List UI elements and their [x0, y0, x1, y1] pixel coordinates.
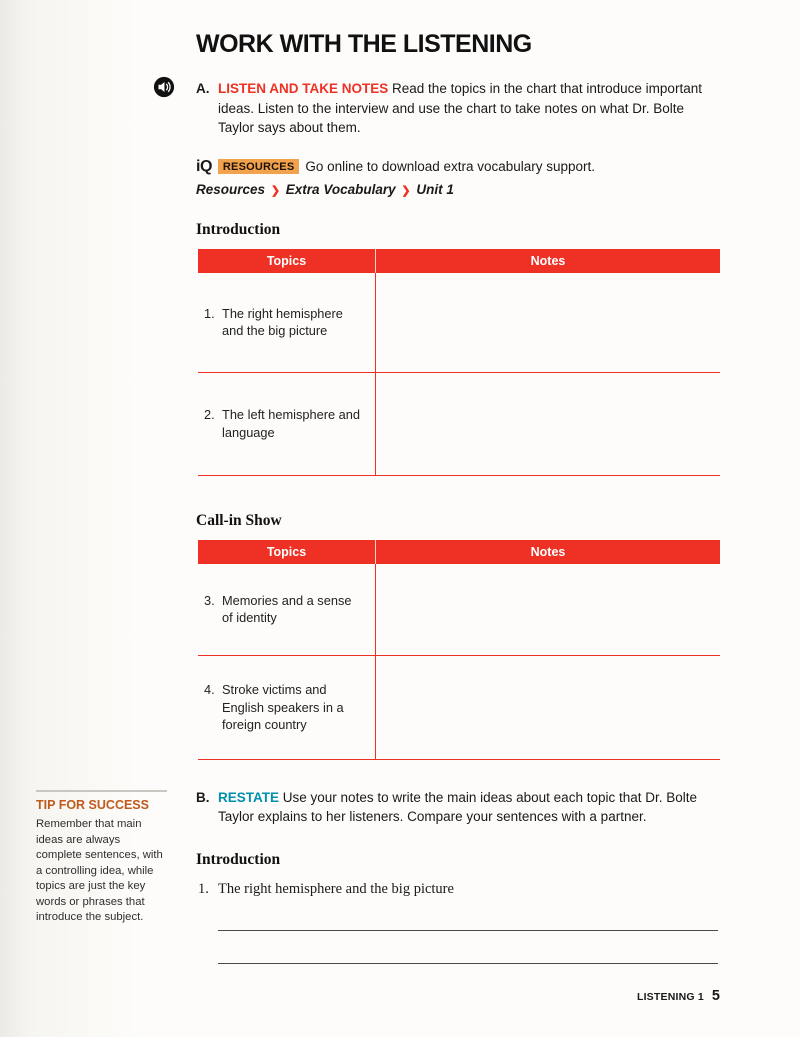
column-header-notes: Notes	[530, 253, 566, 268]
topic-text: Memories and a sense of identity	[222, 592, 352, 626]
table-row	[198, 273, 720, 373]
breadcrumb-resources: Resources	[196, 181, 266, 197]
exercise-a-instructions: Read the topics in the chart that introduce important ideas. Listen to the interview and use the chart to take notes on what Dr. Bolte Taylor says about them.	[218, 81, 702, 136]
item-text: The right hemisphere and the big picture	[218, 880, 454, 897]
audio-speaker-icon	[153, 76, 175, 98]
answer-line-2	[218, 931, 718, 964]
iq-resources-block	[196, 158, 720, 197]
table-row	[198, 656, 720, 760]
topic-cell	[198, 373, 376, 475]
tip-heading: TIP FOR SUCCESS	[36, 798, 149, 812]
table-row	[198, 564, 720, 656]
column-header-topics: Topics	[198, 540, 376, 564]
section-heading-introduction: Introduction	[196, 220, 281, 238]
exercise-b-instructions: Use your notes to write the main ideas about each topic that Dr. Bolte Taylor explains to her listeners. Compare your sentences with a partner.	[218, 789, 698, 825]
chevron-right-icon: ❯	[270, 184, 281, 197]
table-row	[198, 373, 720, 476]
breadcrumb-extra-vocabulary: Extra Vocabulary	[285, 181, 396, 197]
chevron-right-icon: ❯	[401, 184, 411, 197]
tip-for-success-sidebar	[36, 790, 167, 926]
introduction-notes-table	[198, 249, 720, 476]
iq-logo: iQ	[196, 157, 212, 175]
breadcrumb	[196, 182, 720, 197]
footer-section-label: LISTENING 1	[636, 991, 704, 1003]
topic-text: The right hemisphere and the big picture	[222, 305, 343, 339]
topic-number: 4.	[204, 682, 215, 698]
footer-page-number: 5	[711, 988, 720, 1004]
column-header-notes: Notes	[530, 544, 566, 559]
notes-cell	[376, 373, 720, 475]
topic-number: 2.	[204, 407, 215, 423]
exercise-a-heading: LISTEN AND TAKE NOTES	[218, 81, 389, 96]
main-column	[196, 30, 720, 964]
exercise-b-subheading: Introduction	[196, 850, 281, 868]
tip-divider	[36, 790, 167, 792]
exercise-b-item	[196, 881, 720, 898]
column-header-topics: Topics	[198, 249, 376, 273]
item-number: 1.	[198, 880, 209, 897]
breadcrumb-unit: Unit 1	[416, 181, 454, 197]
notes-cell	[376, 656, 720, 759]
table-header	[198, 249, 720, 273]
page-title: WORK WITH THE LISTENING	[196, 30, 532, 58]
exercise-b-heading: RESTATE	[218, 789, 280, 805]
section-heading-call-in-show: Call-in Show	[196, 511, 282, 529]
exercise-a	[196, 79, 720, 138]
topic-text: Stroke victims and English speakers in a foreign country	[222, 682, 344, 732]
topic-cell	[198, 656, 376, 759]
resources-badge: RESOURCES	[218, 159, 299, 174]
answer-line-1	[218, 898, 718, 931]
topic-number: 3.	[204, 592, 215, 608]
exercise-a-label: A.	[196, 81, 210, 96]
topic-cell	[198, 564, 376, 655]
tip-text: Remember that main ideas are always complete sentences, with a controlling idea, while topics are just the key words or phrases that introduce the subject.	[36, 818, 163, 924]
call-in-show-notes-table	[198, 540, 720, 760]
notes-cell	[376, 564, 720, 655]
page-footer	[637, 988, 720, 1004]
exercise-b-label: B.	[196, 789, 210, 805]
exercise-b	[196, 788, 720, 827]
topic-cell	[198, 273, 376, 372]
topic-text: The left hemisphere and language	[222, 407, 361, 440]
notes-cell	[376, 273, 720, 372]
table-header	[198, 540, 720, 564]
topic-number: 1.	[204, 305, 215, 321]
iq-text: Go online to download extra vocabulary support.	[305, 159, 596, 175]
